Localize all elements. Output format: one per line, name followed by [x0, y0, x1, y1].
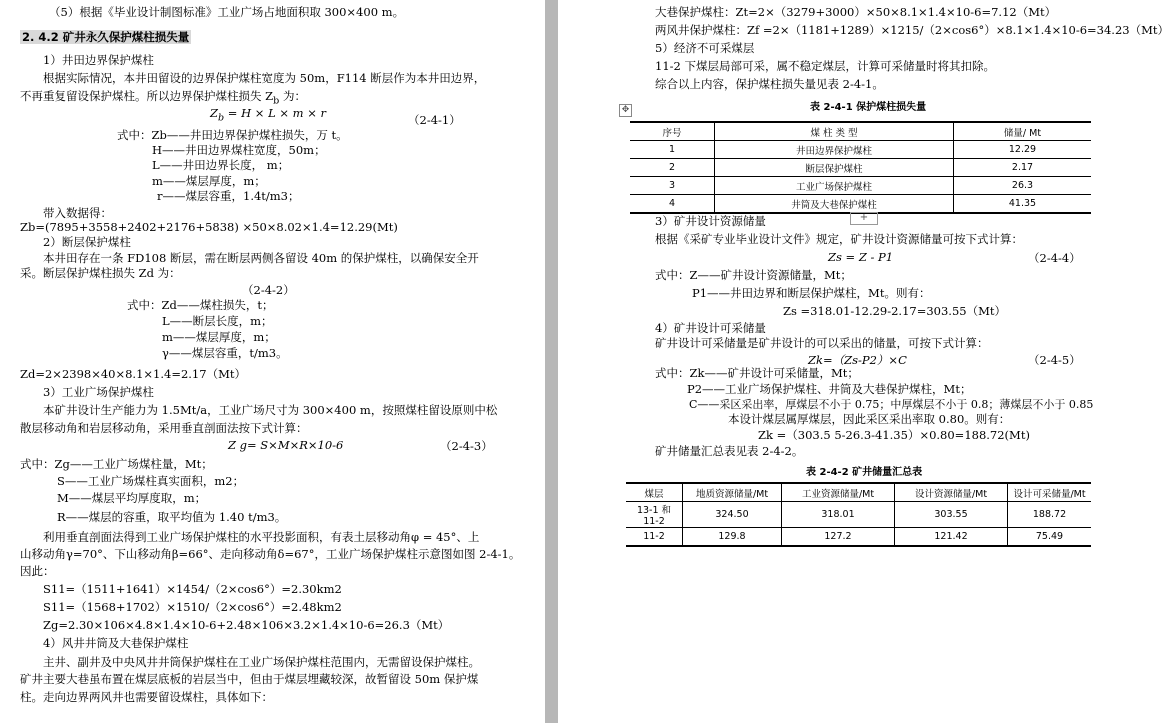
text-line: 带入数据得：: [43, 206, 112, 220]
header-cell: 地质资源储量/Mt: [683, 483, 782, 502]
text-line: Zk =（303.5 5-26.3-41.35）×0.80=188.72(Mt): [758, 428, 1030, 442]
text-line: M——煤层平均厚度取，m；: [57, 491, 207, 505]
text-line: 本设计煤层属厚煤层，因此采区采出率取 0.80。则有：: [728, 412, 1011, 426]
equation-number: （2-4-3）: [440, 439, 493, 453]
equation: [210, 106, 326, 123]
text-line: 采。断层保护煤柱损失 Zd 为：: [20, 266, 181, 280]
text-span: 为：: [279, 89, 306, 103]
table-cell: 2.17: [954, 159, 1092, 177]
table-cell: 129.8: [683, 528, 782, 547]
text-line: Zg=2.30×106×4.8×1.4×10-6+2.48×106×3.2×1.4×10-6=26.3（Mt）: [43, 618, 450, 632]
table-cell: 井田边界保护煤柱: [715, 141, 954, 159]
table-cell: 4: [630, 195, 715, 214]
text-line: Zd=2×2398×40×8.1×1.4=2.17（Mt）: [20, 367, 246, 381]
table-cell: 26.3: [954, 177, 1092, 195]
eq-body: = H × L × m × r: [224, 106, 326, 120]
equation-number: （2-4-2）: [242, 283, 295, 297]
reserve-summary-table: [626, 482, 1091, 547]
table-cell: 11-2: [626, 528, 683, 547]
heading-text: 2. 4.2 矿井永久保护煤柱损失量: [22, 30, 190, 44]
equation: Zs = Z - P1: [828, 250, 894, 264]
text-line: 本井田存在一条 FD108 断层，需在断层两侧各留设 40m 的保护煤柱，以确保安全开: [43, 251, 479, 265]
text-line: C——采区采出率，厚煤层不小于 0.75；中厚煤层不小于 0.8；薄煤层不小于 0.85: [689, 398, 1094, 411]
text-line: 式中：Zg——工业广场煤柱量，Mt；: [20, 457, 213, 471]
table-caption: 表 2-4-2 矿井储量汇总表: [806, 467, 923, 478]
text-line: S——工业广场煤柱真实面积，m2；: [57, 474, 245, 488]
text-line: 式中：Zk——矿井设计可采储量，Mt；: [655, 366, 859, 380]
text-line: R——煤层的容重，取平均值为 1.40 t/m3。: [57, 510, 287, 524]
table-cell: 3: [630, 177, 715, 195]
text-line: 矿井储量汇总表见表 2-4-2。: [655, 444, 804, 458]
text-line: γ——煤层容重，t/m3。: [162, 346, 288, 360]
text-line: 因此：: [20, 564, 55, 578]
header-cell: 煤层: [626, 483, 683, 502]
text-line: 式中：Zb——井田边界保护煤柱损失，万 t。: [117, 128, 348, 142]
text-line: m——煤层厚度，m；: [152, 174, 266, 188]
subscript: b: [218, 112, 225, 124]
text-line: 4）风井井筒及大巷保护煤柱: [43, 636, 189, 650]
table-move-handle-icon[interactable]: ✥: [619, 104, 632, 117]
text-line: 矿井主要大巷虽布置在煤层底板的岩层当中，但由于煤层埋藏较深，故暂留设 50m 保护煤: [20, 672, 479, 686]
text-line: 本矿井设计生产能力为 1.5Mt/a，工业广场尺寸为 300×400 m，按照煤柱留设原则中松: [43, 403, 498, 417]
table-header-row: [630, 122, 1091, 141]
text-line: 式中：Zd——煤柱损失，t；: [127, 298, 274, 312]
table-cell: 188.72: [1008, 502, 1092, 528]
text-line: m——煤层厚度，m；: [162, 330, 276, 344]
text-line: （5）根据《毕业设计制图标准》工业广场占地面积取 300×400 m。: [49, 5, 405, 19]
table-row: [630, 177, 1091, 195]
table-cell: 303.55: [895, 502, 1008, 528]
table-cell: 2: [630, 159, 715, 177]
header-cell: 设计可采储量/Mt: [1008, 483, 1092, 502]
text-line: r——煤层容重，1.4t/m3；: [157, 189, 300, 203]
table-row: [626, 502, 1091, 528]
text-line: 2）断层保护煤柱: [43, 235, 131, 249]
text-line: P1——井田边界和断层保护煤柱，Mt。则有：: [692, 286, 931, 300]
text-line: 1）井田边界保护煤柱: [43, 53, 154, 67]
table-cell: 41.35: [954, 195, 1092, 214]
equation: Z g= S×M×R×10-6: [228, 438, 344, 452]
table-header-row: [626, 483, 1091, 502]
text-line: S11=（1511+1641）×1454/（2×cos6°）=2.30km2: [43, 582, 342, 596]
text-span: 不再重复留设保护煤柱。所以边界保护煤柱损失 Z: [20, 89, 274, 103]
section-heading: [20, 30, 191, 45]
table-row: [630, 159, 1091, 177]
table-row: [626, 528, 1091, 547]
text-line: H——井田边界煤柱宽度，50m；: [152, 143, 326, 157]
equation-number: （2-4-5）: [1028, 353, 1081, 367]
text-line: 4）矿井设计可采储量: [655, 321, 766, 335]
text-line: P2——工业广场保护煤柱、井筒及大巷保护煤柱，Mt；: [687, 382, 972, 396]
header-cell: 煤 柱 类 型: [715, 122, 954, 141]
table-cell: 75.49: [1008, 528, 1092, 547]
coal-pillar-table: [630, 121, 1091, 214]
text-line: 根据《采矿专业毕业设计文件》规定，矿井设计资源储量可按下式计算：: [655, 232, 1023, 246]
text-line: 根据实际情况，本井田留设的边界保护煤柱宽度为 50m，F114 断层作为本井田边界，: [43, 71, 486, 85]
eq-symbol: Z: [210, 106, 218, 120]
table-row: [630, 195, 1091, 214]
table-cell: 工业广场保护煤柱: [715, 177, 954, 195]
table-cell: 318.01: [782, 502, 895, 528]
equation-number: （2-4-1）: [408, 113, 461, 127]
header-cell: 储量/ Mt: [954, 122, 1092, 141]
table-cell: 井筒及大巷保护煤柱: [715, 195, 954, 214]
table-cell: 13-1 和 11-2: [626, 502, 683, 528]
subscript: b: [273, 95, 280, 107]
table-row: [630, 141, 1091, 159]
text-line: L——断层长度，m；: [162, 314, 273, 328]
add-row-button[interactable]: +: [850, 212, 878, 225]
text-line: 综合以上内容，保护煤柱损失量见表 2-4-1。: [655, 77, 884, 91]
text-line: 主井、副井及中央风井井筒保护煤柱在工业广场保护煤柱范围内，无需留设保护煤柱。: [43, 655, 480, 669]
text-line: 3）矿井设计资源储量: [655, 214, 766, 228]
table-cell: 12.29: [954, 141, 1092, 159]
text-line: 利用垂直剖面法得到工业广场保护煤柱的水平投影面积，有表土层移动角φ = 45°、上: [43, 530, 480, 544]
table-cell: 1: [630, 141, 715, 159]
right-page: [558, 0, 1169, 723]
text-line: Zs =318.01-12.29-2.17=303.55（Mt）: [783, 304, 1006, 318]
table-cell: 127.2: [782, 528, 895, 547]
text-line: 两风井保护煤柱：Zf =2×（1181+1289）×1215/（2×cos6°）×8.1×1.4×10-6=34.23（Mt）: [655, 23, 1169, 37]
header-cell: 序号: [630, 122, 715, 141]
text-line: 柱。走向边界两风井也需要留设煤柱，具体如下：: [20, 690, 273, 704]
text-line: 3）工业广场保护煤柱: [43, 385, 154, 399]
text-line: 散层移动角和岩层移动角，采用垂直剖面法按下式计算：: [20, 421, 308, 435]
equation-number: （2-4-4）: [1028, 251, 1081, 265]
table-cell: 断层保护煤柱: [715, 159, 954, 177]
text-line: 山移动角γ=70°、下山移动角β=66°、走向移动角δ=67°，工业广场保护煤柱示意图如图 2-4-1。: [20, 547, 521, 561]
text-line: 5）经济不可采煤层: [655, 41, 755, 55]
text-line: Zb=(7895+3558+2402+2176+5838) ×50×8.02×1.4=12.29(Mt): [20, 220, 398, 234]
header-cell: 工业资源储量/Mt: [782, 483, 895, 502]
page-gutter: [545, 0, 558, 723]
table-cell: 121.42: [895, 528, 1008, 547]
text-line: 11-2 下煤层局部可采，属不稳定煤层，计算可采储量时将其扣除。: [655, 59, 995, 73]
text-line: L——井田边界长度， m；: [152, 158, 290, 172]
left-page: [0, 0, 545, 723]
table-caption: 表 2-4-1 保护煤柱损失量: [810, 102, 927, 113]
equation: Zk=（Zs-P2）×C: [808, 353, 907, 367]
text-line: 矿井设计可采储量是矿井设计的可以采出的储量，可按下式计算：: [655, 336, 989, 350]
table-cell: 324.50: [683, 502, 782, 528]
header-cell: 设计资源储量/Mt: [895, 483, 1008, 502]
text-line: 式中：Z——矿井设计资源储量，Mt；: [655, 268, 852, 282]
text-line: 大巷保护煤柱：Zt=2×（3279+3000）×50×8.1×1.4×10-6=7.12（Mt）: [655, 5, 1057, 19]
text-line: S11=（1568+1702）×1510/（2×cos6°）=2.48km2: [43, 600, 342, 614]
